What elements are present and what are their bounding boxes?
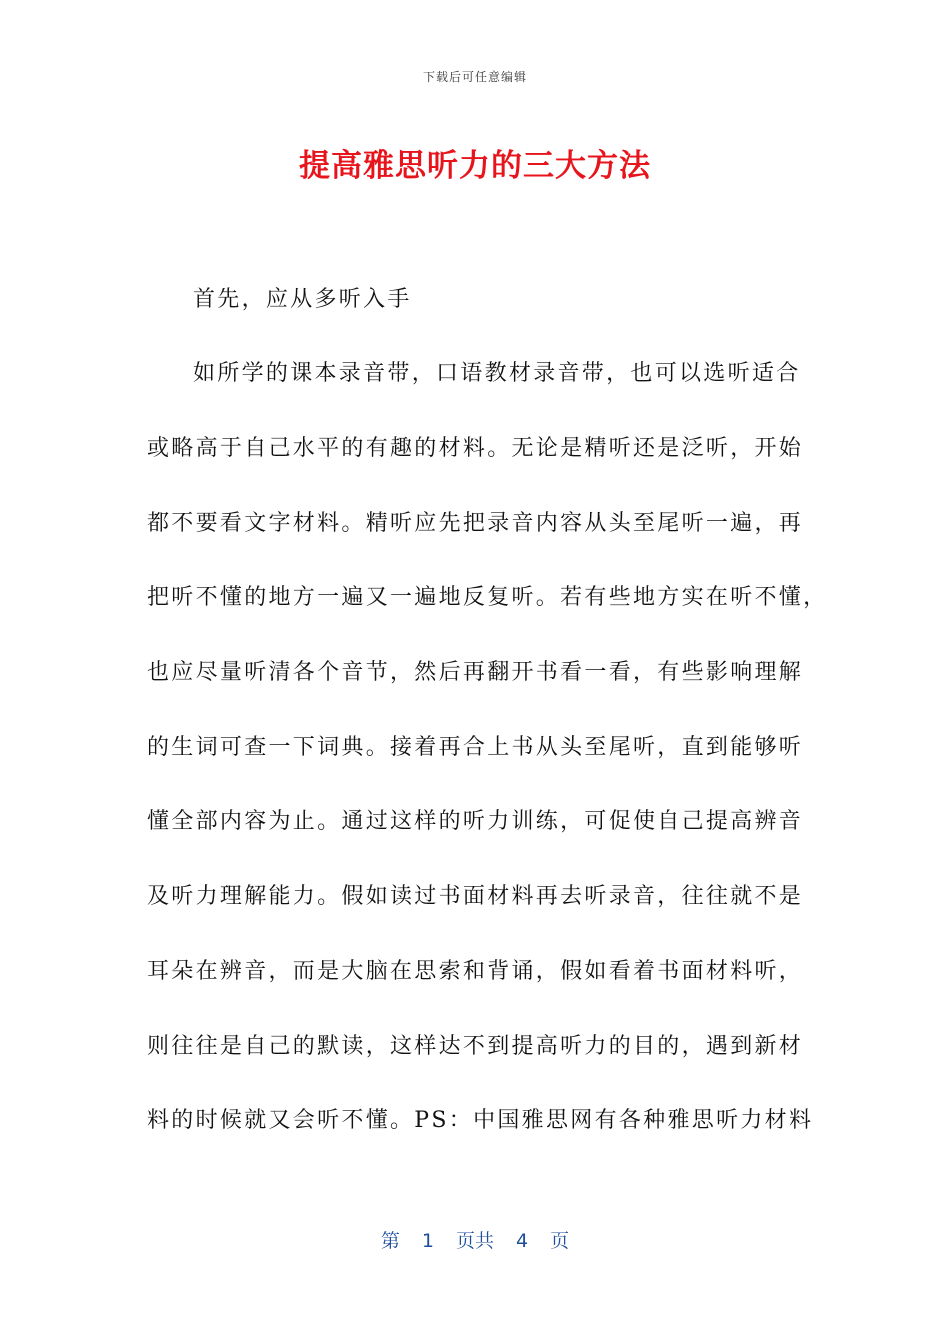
document-title: 提高雅思听力的三大方法 bbox=[299, 148, 651, 184]
paragraph-line: 及听力理解能力。假如读过书面材料再去听录音，往往就不是 bbox=[147, 884, 804, 909]
paragraph-line: 如所学的课本录音带，口语教材录音带，也可以选听适合 bbox=[193, 361, 801, 386]
paragraph-line: 或略高于自己水平的有趣的材料。无论是精听还是泛听，开始 bbox=[147, 436, 804, 461]
paragraph-line: 耳朵在辨音，而是大脑在思索和背诵，假如看着书面材料听， bbox=[147, 959, 804, 984]
footer-page-middle: 页共 bbox=[455, 1230, 494, 1252]
header-note: 下载后可任意编辑 bbox=[422, 70, 527, 84]
paragraph-line: 把听不懂的地方一遍又一遍地反复听。若有些地方实在听不懂， bbox=[147, 585, 828, 610]
footer-page-total: 4 bbox=[516, 1230, 529, 1252]
paragraph-line-heading: 首先，应从多听入手 bbox=[193, 287, 412, 312]
paragraph-line: 也应尽量听清各个音节，然后再翻开书看一看，有些影响理解 bbox=[147, 660, 804, 685]
page-footer bbox=[0, 1226, 950, 1253]
paragraph-line: 则往往是自己的默读，这样达不到提高听力的目的，遇到新材 bbox=[147, 1034, 804, 1059]
footer-page-prefix: 第 bbox=[380, 1230, 400, 1252]
footer-page-suffix: 页 bbox=[550, 1230, 570, 1252]
paragraph-line: 懂全部内容为止。通过这样的听力训练，可促使自己提高辨音 bbox=[147, 809, 804, 834]
paragraph-line: 的生词可查一下词典。接着再合上书从头至尾听，直到能够听 bbox=[147, 735, 804, 760]
paragraph-line: 料的时候就又会听不懂。PS：中国雅思网有各种雅思听力材料 bbox=[147, 1108, 814, 1133]
footer-page-number: 1 bbox=[421, 1230, 434, 1252]
paragraph-line: 都不要看文字材料。精听应先把录音内容从头至尾听一遍，再 bbox=[147, 511, 804, 536]
